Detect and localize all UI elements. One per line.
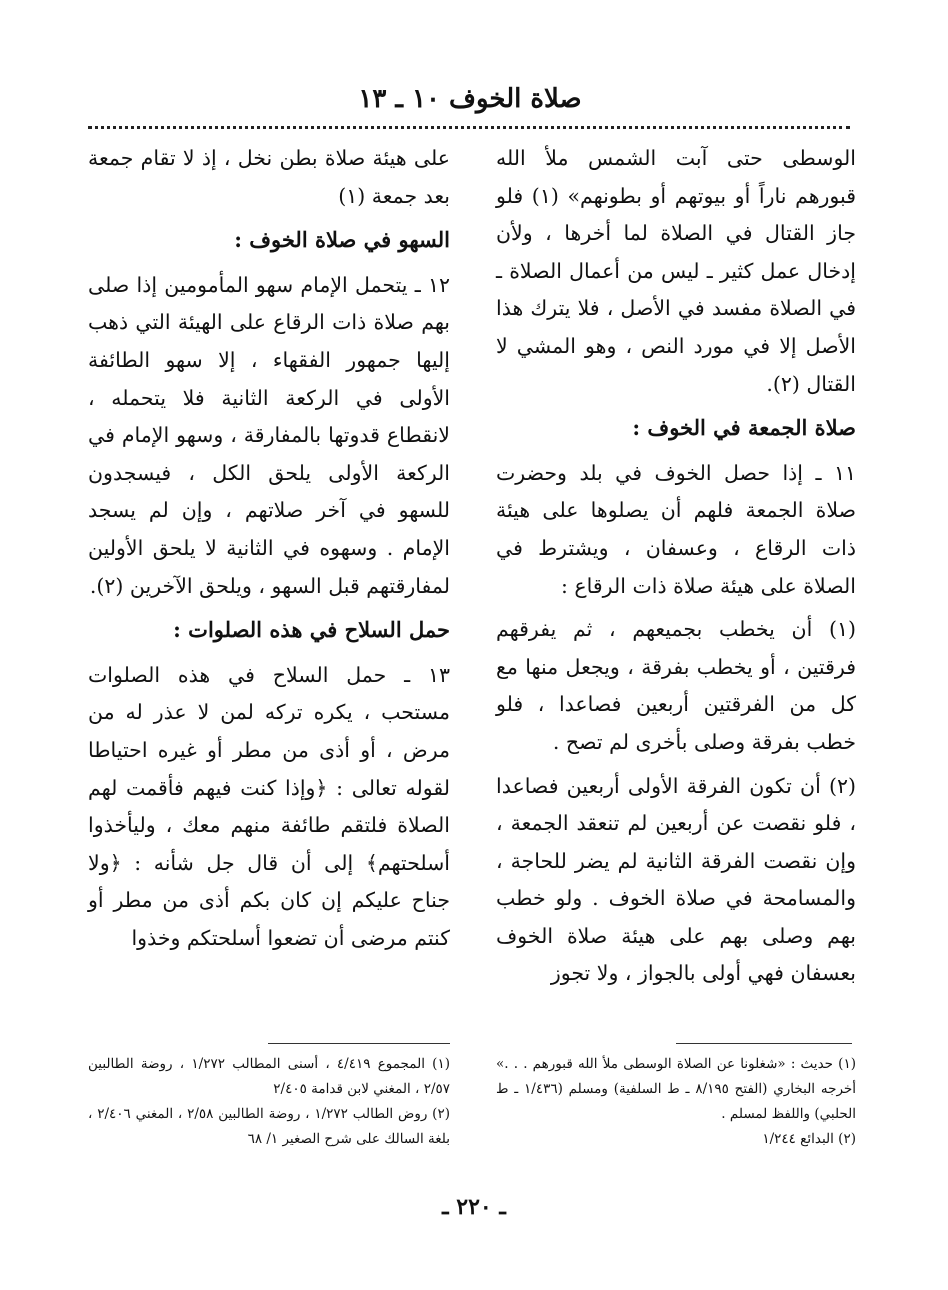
left-column [88,140,450,963]
right-column [496,140,856,999]
right-paragraph-4: (٢) أن تكون الفرقة الأولى أربعين فصاعدا ، فلو نقصت عن أربعين لم تنعقد الجمعة ، وإن نقصت الفرقة الثانية لم يضر للحاجة ، والمسامحة في صلاة الخوف . ولو خطب بهم وصلى بهم على هيئة صلاة الخوف بعسفان فهي أولى بالجواز ، ولا تجوز [496,773,856,986]
left-paragraph-1: على هيئة صلاة بطن نخل ، إذ لا تقام جمعة بعد جمعة (١) [88,146,450,208]
page-header-title: صلاة الخوف ١٠ ـ ١٣ [358,84,582,114]
footnotes-left [88,1052,450,1152]
footnote-left-1: (١) المجموع ٤/٤١٩ ، أسنى المطالب ١/٢٧٢ ، روضة الطالبين ٢/٥٧ ، المغني لابن قدامة ٢/٤٠٥ [88,1056,450,1097]
header-dotted-rule [88,126,850,129]
section-heading-friday-prayer: صلاة الجمعة في الخوف : [632,415,856,441]
left-paragraph-2: ١٢ ـ يتحمل الإمام سهو المأمومين إذا صلى بهم صلاة ذات الرقاع على الهيئة التي ذهب إليها جمهور الفقهاء ، إلا سهو الطائفة الأولى في الركعة الثانية فلا يتحمله ، لانقطاع قدوتها بالمفارقة ، وسهو الإمام في الركعة الأولى يلحق الكل ، فيسجدون للسهو في آخر صلاتهم ، وإن لم يسجد الإمام . وسهوه في الثانية لا يلحق الأولين لمفارقتهم قبل السهو ، ويلحق الآخرين (٢). [88,272,450,598]
section-heading-carrying-weapons: حمل السلاح في هذه الصلوات : [173,617,450,643]
right-paragraph-3: (١) أن يخطب بجميعهم ، ثم يفرقهم فرقتين ، أو يخطب بفرقة ، ويجعل منها مع كل من الفرقتين أربعين فصاعدا ، فلو خطب بفرقة وصلى بأخرى لم تصح . [496,617,856,754]
left-paragraph-3: ١٣ ـ حمل السلاح في هذه الصلوات مستحب ، يكره تركه لمن لا عذر له من مرض ، أو أذى من مطر أو غيره احتياطا لقوله تعالى : ﴿وإذا كنت فيهم فأقمت لهم الصلاة فلتقم طائفة منهم معك ، وليأخذوا أسلحتهم﴾ إلى أن قال جل شأنه : ﴿ولا جناح عليكم إن كان بكم أذى من مطر أو كنتم مرضى أن تضعوا أسلحتكم وخذوا [88,662,450,950]
footnote-rule-right [676,1043,852,1044]
footnote-left-2: (٢) روض الطالب ١/٢٧٢ ، روضة الطالبين ٢/٥٨ ، المغني ٢/٤٠٦ ، بلغة السالك على شرح الصغير ١/ ٦٨ [88,1106,450,1147]
footnotes-right [496,1052,856,1152]
page-number: ـ ٢٢٠ ـ [442,1194,506,1220]
footnote-rule-left [268,1043,450,1044]
footnote-right-1: (١) حديث : «شغلونا عن الصلاة الوسطى ملأ الله قبورهم . . .» أخرجه البخاري (الفتح ٨/١٩٥ ـ ط السلفية) ومسلم (١/٤٣٦ ـ ط الحلبي) واللفظ لمسلم . [496,1056,856,1122]
section-heading-forgetfulness: السهو في صلاة الخوف : [234,227,450,253]
footnote-right-2: (٢) البدائع ١/٢٤٤ [762,1131,856,1147]
right-paragraph-2: ١١ ـ إذا حصل الخوف في بلد وحضرت صلاة الجمعة فلهم أن يصلوها على هيئة ذات الرقاع ، وعسفان ، ويشترط في الصلاة على هيئة صلاة ذات الرقاع : [496,460,856,598]
right-paragraph-1: الوسطى حتى آبت الشمس ملأ الله قبورهم ناراً أو بيوتهم أو بطونهم» (١) فلو جاز القتال في الصلاة لما أخرها ، ولأن إدخال عمل كثير ـ ليس من أعمال الصلاة ـ في الصلاة مفسد في الأصل ، فلا يترك هذا الأصل إلا في مورد النص ، وهو المشي لا القتال (٢). [496,146,856,396]
